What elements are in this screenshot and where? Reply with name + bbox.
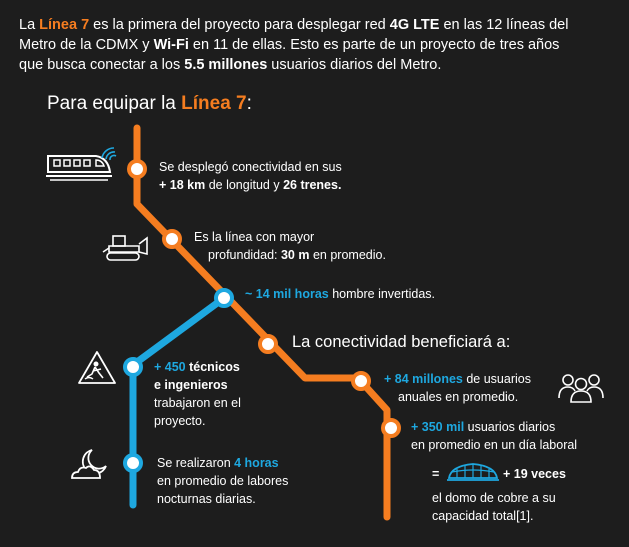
- item-techs: + 450 técnicos e ingenieros trabajaron en el proyecto.: [154, 360, 241, 428]
- item-daily: + 350 mil usuarios diarios en promedio en un día laboral: [411, 420, 578, 452]
- dome-multiplier: + 19 veces: [503, 467, 566, 481]
- station-annual: [353, 373, 369, 389]
- station-hours: [216, 290, 232, 306]
- dome-icon: [447, 460, 499, 484]
- station-depth: [164, 231, 180, 247]
- people-icon: [557, 370, 605, 404]
- wifi-icon: [100, 146, 120, 162]
- intro-line-3: que busca conectar a los 5.5 millones usuarios diarios del Metro.: [19, 57, 442, 73]
- intro-line-2: Metro de la CDMX y Wi-Fi en 11 de ellas. Esto es parte de un proyecto de tres años: [19, 37, 560, 53]
- moon-cloud-icon: [68, 446, 114, 484]
- section-heading: Para equipar la Línea 7:: [47, 93, 252, 114]
- station-benefit: [260, 336, 276, 352]
- item-annual: + 84 millones de usuarios anuales en promedio.: [384, 372, 531, 404]
- benefit-subheading: La conectividad beneficiará a:: [292, 333, 511, 351]
- bulldozer-icon: [99, 230, 149, 262]
- intro-line-1: La Línea 7 es la primera del proyecto para desplegar red 4G LTE en las 12 líneas del: [19, 17, 569, 33]
- station-daily: [383, 420, 399, 436]
- station-night: [125, 455, 141, 471]
- worker-warning-icon: [77, 350, 117, 386]
- dome-equals: =: [432, 467, 440, 481]
- item-daily-dome: el domo de cobre a su capacidad total[1].: [432, 491, 556, 523]
- item-night: Se realizaron 4 horas en promedio de labores nocturnas diarias.: [157, 456, 289, 506]
- item-depth: Es la línea con mayor profundidad: 30 m en promedio.: [194, 230, 386, 262]
- station-train: [129, 161, 145, 177]
- item-hours: ~ 14 mil horas hombre invertidas.: [245, 287, 436, 301]
- item-train: Se desplegó conectividad en sus + 18 km de longitud y 26 trenes.: [159, 160, 342, 192]
- station-techs: [125, 359, 141, 375]
